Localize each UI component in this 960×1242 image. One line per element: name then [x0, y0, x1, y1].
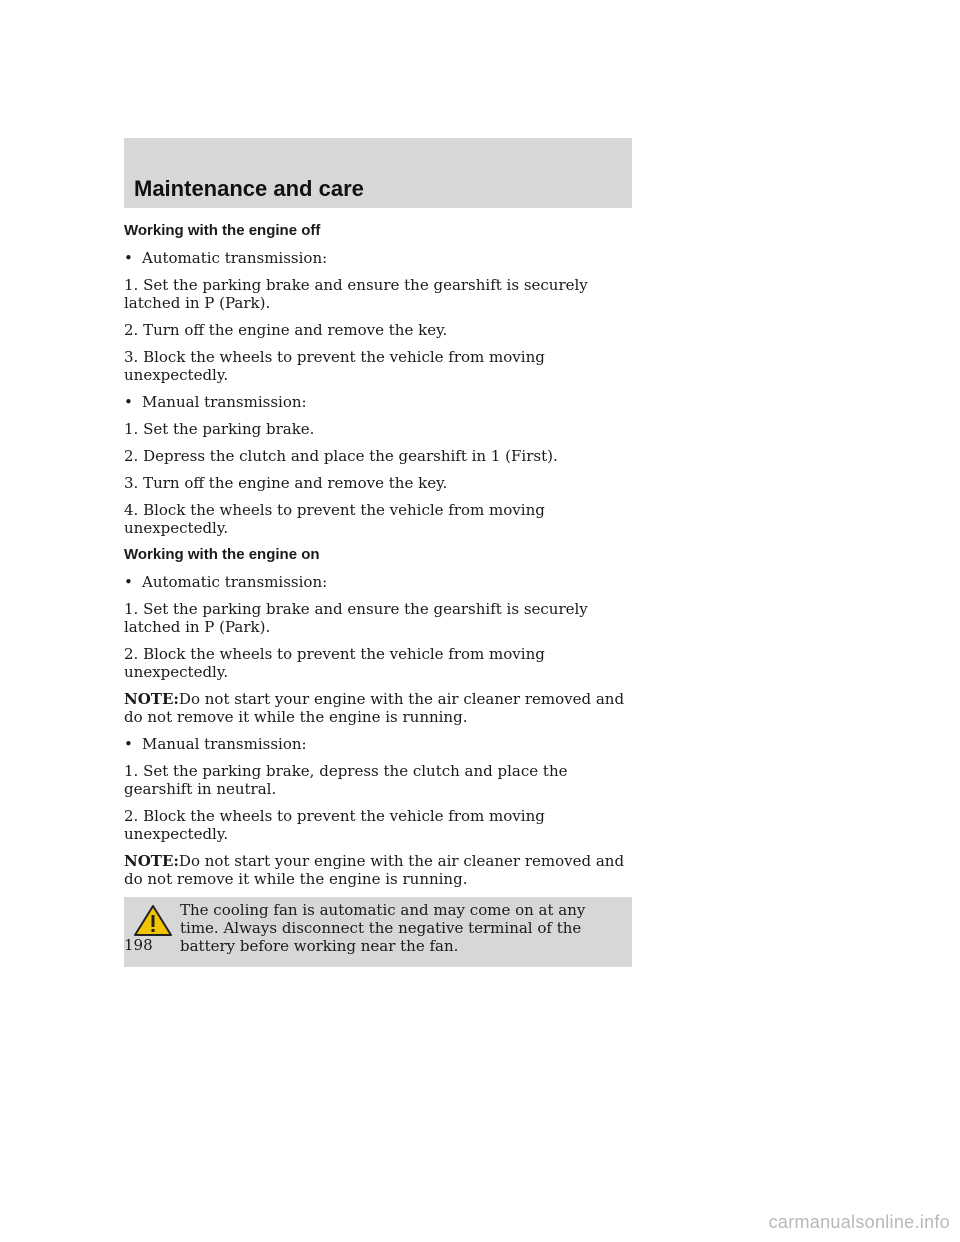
step-item: 4. Block the wheels to prevent the vehicle from moving unexpectedly. [124, 501, 545, 537]
bullet-icon: • [124, 573, 133, 591]
bullet-text: Automatic transmission: [142, 573, 328, 591]
bullet-automatic-on [124, 573, 632, 591]
section-header-band [124, 138, 632, 208]
note-label: NOTE: [124, 852, 179, 870]
page-body [124, 222, 632, 967]
step-item: 3. Turn off the engine and remove the key. [124, 474, 448, 492]
bullet-icon: • [124, 735, 133, 753]
bullet-automatic-off [124, 249, 632, 267]
bullet-manual-on [124, 735, 632, 753]
bullet-manual-off [124, 393, 632, 411]
note-manual [124, 852, 632, 888]
step-item: 1. Set the parking brake. [124, 420, 315, 438]
section-title: Maintenance and care [134, 176, 364, 201]
heading-engine-off: Working with the engine off [124, 222, 321, 239]
bullet-text: Manual transmission: [142, 393, 307, 411]
step-item: 1. Set the parking brake and ensure the gearshift is securely latched in P (Park). [124, 600, 588, 636]
warning-box [124, 897, 632, 967]
note-text: Do not start your engine with the air cleaner removed and do not remove it while the engine is running. [124, 852, 625, 888]
page-number: 198 [124, 936, 153, 954]
note-text: Do not start your engine with the air cleaner removed and do not remove it while the engine is running. [124, 690, 625, 726]
step-item: 2. Turn off the engine and remove the key. [124, 321, 448, 339]
watermark: carmanualsonline.info [768, 1212, 950, 1232]
note-label: NOTE: [124, 690, 179, 708]
warning-text: The cooling fan is automatic and may come on at any time. Always disconnect the negative terminal of the battery before working near the fan. [180, 901, 586, 955]
step-item: 2. Block the wheels to prevent the vehicle from moving unexpectedly. [124, 807, 545, 843]
note-automatic [124, 690, 632, 726]
bullet-icon: • [124, 249, 133, 267]
bullet-text: Manual transmission: [142, 735, 307, 753]
step-item: 1. Set the parking brake and ensure the gearshift is securely latched in P (Park). [124, 276, 588, 312]
warning-triangle-icon [130, 903, 176, 939]
bullet-icon: • [124, 393, 133, 411]
step-item: 3. Block the wheels to prevent the vehicle from moving unexpectedly. [124, 348, 545, 384]
heading-engine-on: Working with the engine on [124, 546, 320, 563]
step-item: 2. Block the wheels to prevent the vehicle from moving unexpectedly. [124, 645, 545, 681]
step-item: 2. Depress the clutch and place the gearshift in 1 (First). [124, 447, 558, 465]
step-item: 1. Set the parking brake, depress the clutch and place the gearshift in neutral. [124, 762, 568, 798]
bullet-text: Automatic transmission: [142, 249, 328, 267]
